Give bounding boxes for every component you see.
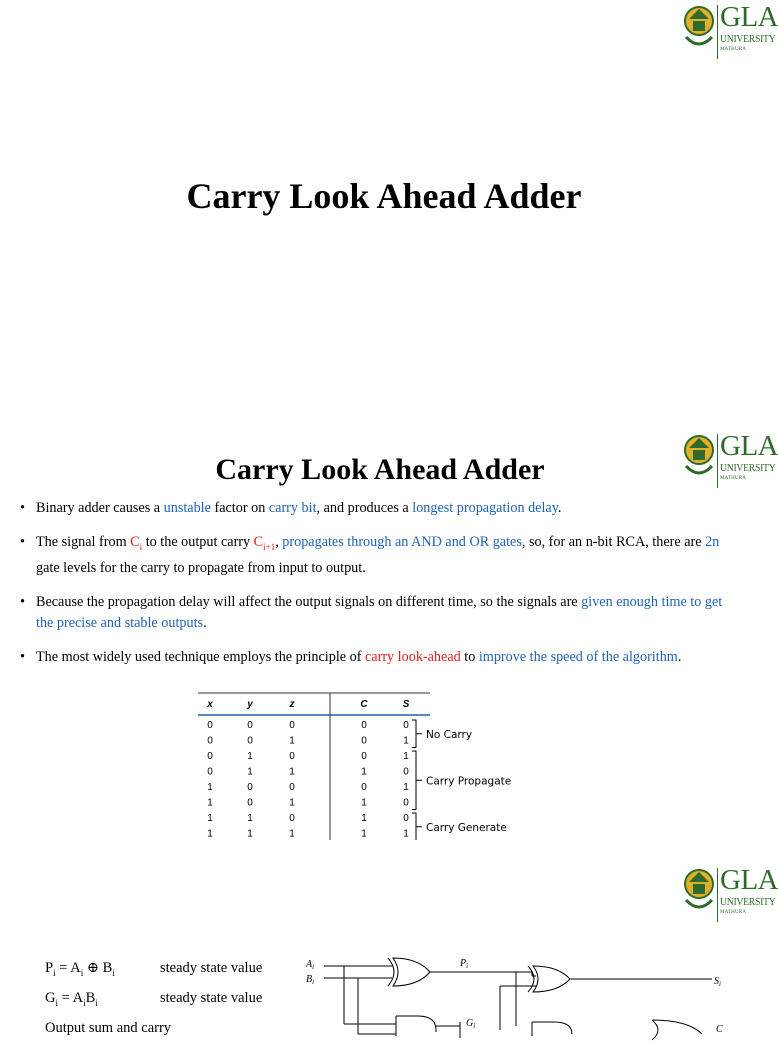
logo-name: GLA [720, 430, 778, 462]
truth-table [198, 692, 528, 852]
eq-note: steady state value [160, 989, 263, 1006]
circuit-label-p: $P_i$ [460, 958, 469, 970]
circuit-label-g: $G_i$ [466, 1018, 476, 1030]
bullet-item [20, 647, 736, 668]
eq-rhs: = A [55, 960, 81, 976]
bullet-item [20, 498, 736, 519]
circuit-label-c: C [716, 1024, 723, 1035]
bullet-text: factor on [210, 500, 269, 516]
table-cell: 1 [247, 766, 253, 778]
gla-logo [680, 1, 778, 65]
logo-name: GLA [720, 1, 778, 33]
bullet-text: carry look-ahead [365, 648, 461, 665]
equations [45, 956, 263, 1041]
bullet-item [20, 532, 736, 579]
table-cell: 1 [207, 797, 213, 809]
bullet-text: carry bit [268, 500, 317, 516]
table-cell: 1 [247, 813, 253, 824]
table-cell: 0 [289, 782, 295, 793]
circuit-label-a: $A_i$ [306, 959, 315, 971]
table-cell: 1 [361, 766, 367, 778]
bullet-text: . [557, 500, 562, 516]
equation-generate [45, 986, 263, 1016]
table-cell: 0 [207, 751, 213, 762]
table-cell: 1 [247, 828, 253, 840]
bullet-text: C [130, 534, 140, 550]
slide-heading: Carry Look Ahead Adder [215, 453, 545, 486]
bullet-text: Because the propagation delay will affect the output signals on different time, so the signals are [36, 593, 582, 610]
page-title: Carry Look Ahead Adder [186, 176, 582, 216]
logo-city: MATHURA [720, 910, 747, 915]
bullet-text: gate levels for the carry to propagate from input to output. [36, 559, 366, 576]
bullet-text: propagates through an AND and OR gates [282, 534, 522, 550]
logo-sub: UNIVERSITY [720, 462, 776, 474]
table-cell: 0 [403, 720, 409, 731]
table-cell: 0 [289, 720, 295, 731]
slide-equations [0, 840, 778, 1036]
bullet-text: longest propagation delay [412, 500, 558, 516]
table-header-cell: z [289, 699, 295, 710]
table-annotation: Carry Generate [426, 821, 507, 834]
table-cell: 0 [289, 751, 295, 762]
table-header-cell: y [247, 699, 253, 710]
bullet-text: to the output carry [142, 534, 254, 550]
table-cell: 0 [207, 766, 213, 778]
bullet-text: given enough time to get the precise and stable outputs [36, 593, 723, 631]
bullet-text: i [139, 541, 143, 552]
logo-sub: UNIVERSITY [720, 896, 776, 908]
eq-rhs: = A [58, 989, 84, 1006]
table-cell: 1 [207, 813, 213, 824]
eq-sub: i [80, 967, 84, 978]
logo-divider [717, 868, 718, 922]
table-cell: 0 [247, 735, 253, 747]
logo-divider [717, 5, 718, 59]
bullet-item [20, 592, 736, 634]
table-cell: 1 [361, 797, 367, 809]
bullet-text: unstable [163, 500, 211, 516]
table-cell: 1 [207, 828, 213, 840]
eq-sub: i [95, 997, 98, 1008]
table-header-cell: S [402, 699, 410, 710]
bullet-text: Binary adder causes a [36, 500, 164, 516]
bullet-text: , and produces a [316, 500, 413, 516]
table-cell: 1 [403, 782, 409, 793]
table-cell: 1 [289, 766, 295, 778]
table-annotation: Carry Propagate [426, 775, 512, 788]
table-cell: 0 [361, 751, 367, 762]
bracket-icon [412, 751, 422, 810]
table-cell: 1 [247, 751, 253, 762]
bracket-icon [412, 813, 422, 841]
table-cell: 0 [247, 720, 253, 731]
bullet-text: improve the speed of the algorithm [478, 648, 678, 665]
eq-sub: i [112, 967, 115, 978]
bullet-text: 2n [705, 534, 720, 550]
table-annotation: No Carry [426, 728, 473, 741]
table-cell: 0 [207, 720, 213, 731]
table-cell: 1 [289, 735, 295, 747]
logo-sub: UNIVERSITY [720, 33, 776, 45]
table-cell: 0 [247, 797, 253, 809]
table-cell: 0 [207, 735, 213, 747]
crest-icon [682, 868, 716, 916]
bullet-text: , so, for an n-bit RCA, there are [521, 534, 706, 550]
bullet-text: . [677, 648, 682, 665]
table-cell: 0 [403, 766, 409, 778]
eq-op: B [85, 989, 96, 1006]
xor-gate-icon [388, 958, 394, 986]
table-cell: 1 [207, 782, 213, 793]
bullet-text: to [460, 648, 479, 665]
eq-note: steady state value [160, 960, 263, 976]
table-cell: 0 [361, 735, 367, 747]
logo-city: MATHURA [720, 476, 747, 481]
table-cell: 0 [247, 782, 253, 793]
eq-sub: i [53, 967, 56, 978]
table-cell: 1 [403, 828, 409, 840]
output-sum-carry-label: Output sum and carry [45, 1019, 172, 1036]
slide-title [0, 0, 778, 420]
circuit-diagram [300, 946, 760, 1035]
gla-logo [680, 864, 778, 928]
equation-propagate [45, 956, 263, 986]
logo-name: GLA [720, 864, 778, 896]
table-header-cell: C [360, 699, 368, 710]
bullet-text: , [275, 534, 283, 550]
table-cell: 1 [361, 813, 367, 824]
slide-intro [0, 420, 778, 840]
bullet-text: i+1 [263, 541, 276, 552]
xor-gate-icon [393, 958, 430, 986]
bullet-text: . [203, 614, 207, 631]
bullet-text: The signal from [36, 534, 131, 550]
bullet-list [20, 498, 736, 681]
circuit-label-b: $B_i$ [306, 974, 315, 986]
table-cell: 0 [403, 813, 409, 824]
eq-op: ⊕ B [83, 960, 113, 976]
bullet-text: C [253, 534, 264, 550]
table-cell: 1 [403, 735, 409, 747]
eq-lhs: P [45, 960, 54, 976]
logo-city: MATHURA [720, 47, 747, 52]
table-cell: 0 [289, 813, 295, 824]
eq-lhs: G [45, 989, 56, 1006]
table-cell: 1 [361, 828, 367, 840]
bullet-text: The most widely used technique employs the principle of [36, 648, 365, 665]
crest-icon [682, 5, 716, 53]
table-cell: 1 [289, 797, 295, 809]
table-header-cell: x [207, 699, 213, 710]
eq-sub: i [83, 997, 86, 1008]
eq-sub: i [55, 997, 58, 1008]
circuit-label-s: $S_i$ [714, 976, 721, 988]
table-cell: 0 [361, 720, 367, 731]
bracket-icon [412, 720, 422, 748]
table-cell: 1 [289, 828, 295, 840]
table-cell: 0 [361, 782, 367, 793]
table-cell: 0 [403, 797, 409, 809]
table-cell: 1 [403, 751, 409, 762]
